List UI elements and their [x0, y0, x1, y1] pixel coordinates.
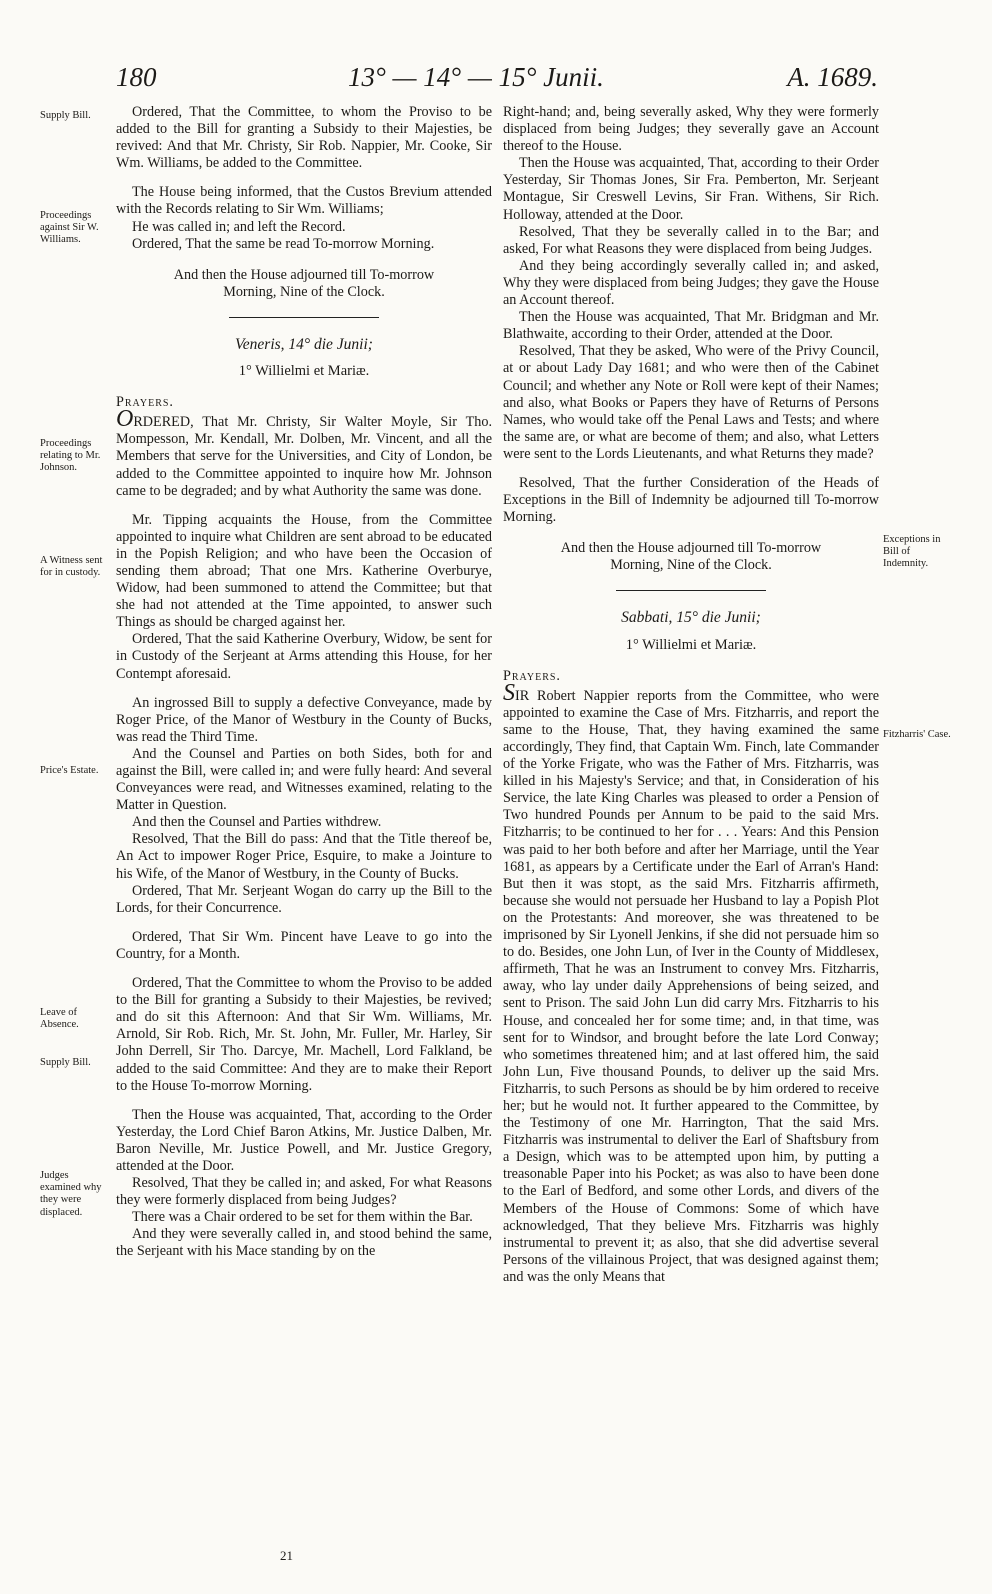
- margin-note-exceptions-indemnity: Exceptions in Bill of Indemnity.: [883, 534, 941, 570]
- paragraph: Resolved, That the further Consideration of the Heads of Exceptions in the Bill of Indemnity be adjourned till To-morrow Morning.: [503, 474, 879, 526]
- paragraph: Then the House was acquainted, That, according to their Order Yesterday, Sir Thomas Jones, Sir Fra. Pemberton, Mr. Serjeant Montague, Sir Creswell Levins, Sir Fran. Withens, Sir Rich. Holloway, attended at the Door.: [503, 155, 879, 223]
- right-column: [503, 104, 879, 1286]
- margin-note-leave-absence: Leave of Absence.: [40, 1007, 79, 1031]
- paragraph: There was a Chair ordered to be set for them within the Bar.: [132, 1209, 473, 1226]
- paragraph: Resolved, That they be asked, Who were of the Privy Council, at or about Lady Day 1681; and who were then of the Cabinet Council; and whether any Note or Roll were kept of their Names; and also, what Books or Papers they have of Returns of Persons Names, who would take off the Penal Laws and Tests; and where the same are, or what are become of them; and also, what Letters were sent to the Lords Lieutenants, and what Returns they made?: [503, 343, 879, 462]
- paragraph-text: RDERED, That Mr. Christy, Sir Walter Moyle, Sir Tho. Mompesson, Mr. Kendall, Mr. Dolben, Mr. Vincent, and all the Members that serve for the Universities, and City of London, be added to the Committee appointed to inquire how Mr. Johnson came to be degraded; and by what Authority the same was done.: [116, 414, 492, 499]
- paragraph: Then the House was acquainted, That Mr. Bridgman and Mr. Blathwaite, according to their Order, attended at the Door.: [503, 309, 879, 343]
- adjournment-note: And then the House adjourned till To-morrow Morning, Nine of the Clock.: [560, 540, 822, 574]
- paragraph-text: IR Robert Nappier reports from the Committee, who were appointed to examine the Case of Mrs. Fitzharris, and report the same to the House, That, they having examined the same accordingly, They find, that Captain Wm. Finch, late Commander of the Yorke Frigate, who was the Father of Mrs. Fitzharris, was killed in his Majesty's Service; and that, in Consideration of his Service, the late King Charles was pleased to order a Pension of Two hundred Pounds per Annum to be paid to the said Mrs. Fitzharris; to be continued to her for . . . Years: And this Pension was paid to her both before and after her Marriage, until the Year 1681, as appears by a Certificate under the Earl of Arran's Hand: But then it was stopt, as the said Mrs. Fitzharris affirmeth, because she would not persuade her Husband to lay a Popish Plot on the Protestants: And moreover, she was threatened to be imprisoned by Sir Lyonell Jenkins, if she did not persuade him so to do. Besides, one John Lun, of Iver in the County of Middlesex, affirmeth, That he was an Instrument to convey Mrs. Fitzharris, away, who lay under daily Apprehensions of being seized, and sent to Prison. The said John Lun did carry Mrs. Fitzharris to his House, and concealed her for some time; and, in that time, was sent for to Windsor, and brought before the late Lord Conway; who sometimes threatened him; and at last offered him, the said John Lun, Five thousand Pounds, to deliver up the said Mrs. Fitzharris, to such Persons as should be by him ordered to receive her; but he would not. It further appeared to the Committee, by the Testimony of one Mr. Harrington, That the said Mrs. Fitzharris was instrumental to deliver the Earl of Shaftsbury from a Design, which was to be attempted upon him, by putting a treasonable Paper into his Pocket; as was also to have been done to the Earl of Bedford, and some other Lords, and divers of the Members of the House of Commons: Some of which have acknowledged, That they believe Mrs. Fitzharris was highly instrumental to prevent it; as also, that she did advertise several Persons of the villainous Project, that was designed against them; and was the only Means that: [503, 687, 879, 1285]
- paragraph: And the Counsel and Parties on both Sides, both for and against the Bill, were called in; and were fully heard: And several Conveyances were read, and Witnesses examined, relating to the Matter in Question.: [116, 745, 492, 814]
- margin-note-proceedings-johnson: Proceedings relating to Mr. Johnson.: [40, 438, 101, 474]
- paragraph: And they were severally called in, and stood behind the same, the Serjeant with his Mace standing by on the: [116, 1226, 492, 1260]
- header-year: A. 1689.: [787, 62, 878, 92]
- margin-note-supply-bill-2: Supply Bill.: [40, 1057, 91, 1068]
- regnal-year: 1° Willielmi et Mariæ.: [625, 636, 757, 653]
- page-header: [116, 62, 878, 102]
- paragraph: Resolved, That they be severally called in to the Bar; and asked, For what Reasons they were displaced from being Judges.: [503, 223, 879, 257]
- header-dates: 13° — 14° — 15° Junii.: [348, 62, 604, 92]
- margin-note-fitzharris-case: Fitzharris' Case.: [883, 729, 951, 740]
- paragraph: And they being accordingly severally called in; and asked, Why they were displaced from being Judges; they gave the House an Account thereof.: [503, 257, 879, 309]
- drop-cap: O: [116, 406, 134, 433]
- adjournment-note: And then the House adjourned till To-morrow Morning, Nine of the Clock.: [173, 266, 435, 300]
- paragraph: Ordered, That the said Katherine Overbury, Widow, be sent for in Custody of the Serjeant at Arms attending this House, for her Contempt aforesaid.: [116, 631, 492, 682]
- page-number: 180: [116, 62, 157, 92]
- paragraph: Then the House was acquainted, That, according to the Order Yesterday, the Lord Chief Baron Atkins, Mr. Justice Dalben, Mr. Baron Neville, Mr. Justice Powell, and Mr. Justice Gregory, attended at the Door.: [116, 1106, 492, 1174]
- regnal-year: 1° Willielmi et Mariæ.: [238, 363, 370, 380]
- paragraph: [503, 679, 879, 1286]
- prayers-heading: Prayers.: [503, 667, 561, 684]
- paragraph: Resolved, That they be called in; and asked, For what Reasons they were formerly displaced from being Judges?: [116, 1175, 492, 1209]
- section-divider: [229, 317, 379, 318]
- paragraph: And then the Counsel and Parties withdrew.: [132, 814, 382, 831]
- paragraph: Ordered, That the Committee, to whom the Proviso to be added to the Bill for granting a Subsidy to their Majesties, be revived: And that Mr. Christy, Sir Rob. Nappier, Mr. Cooke, Sir Wm. Williams, be added to the Committee.: [116, 104, 492, 172]
- paragraph: The House being informed, that the Custos Brevium attended with the Records relating to Sir Wm. Williams;: [116, 184, 492, 218]
- paragraph: Ordered, That the Committee to whom the Proviso to be added to the Bill for granting a Subsidy to their Majesties, be revived; and do sit this Afternoon: And that Sir Wm. Williams, Mr. Arnold, Sir Rob. Rich, Mr. St. John, Mr. Fuller, Mr. Harley, Sir John Derrell, Sir Tho. Darcye, Mr. Machell, Lord Falkland, be added to the said Committee: And they are to make their Report to the House To-morrow Morning.: [116, 975, 492, 1094]
- left-column: [116, 104, 492, 1261]
- paragraph: Ordered, That Mr. Serjeant Wogan do carry up the Bill to the Lords, for their Concurrence.: [116, 882, 492, 916]
- margin-note-proceedings-williams: Proceedings against Sir W. Williams.: [40, 210, 99, 246]
- sitting-date: Veneris, 14° die Junii;: [235, 335, 373, 353]
- paragraph: Mr. Tipping acquaints the House, from the Committee appointed to inquire what Children are sent abroad to be educated in the Popish Religion; and who have been the Occasion of sending them abroad; That one Mrs. Katherine Overburye, Widow, had been summoned to attend the Committee; but that she had not attended at the Time appointed, to answer such Things as should be charged against her.: [116, 511, 492, 631]
- paragraph: [116, 406, 492, 499]
- margin-note-witness-custody: A Witness sent for in custody.: [40, 555, 103, 579]
- signature-mark: 21: [280, 1548, 293, 1563]
- paragraph: An ingrossed Bill to supply a defective Conveyance, made by Roger Price, of the Manor of Westbury in the County of Bucks, was read the Third Time.: [116, 694, 492, 745]
- paragraph: He was called in; and left the Record.: [132, 218, 346, 235]
- paragraph: Ordered, That Sir Wm. Pincent have Leave to go into the Country, for a Month.: [116, 928, 492, 962]
- section-divider: [616, 590, 766, 591]
- margin-note-prices-estate: Price's Estate.: [40, 765, 99, 776]
- paragraph: Resolved, That the Bill do pass: And that the Title thereof be, An Act to impower Roger Price, Esquire, to make a Jointure to his Wife, of the Manor of Westbury, in the County of Bucks.: [116, 831, 492, 882]
- sitting-date: Sabbati, 15° die Junii;: [621, 609, 761, 627]
- paragraph: Ordered, That the same be read To-morrow Morning.: [132, 235, 435, 252]
- margin-note-judges-examined: Judges examined why they were displaced.: [40, 1170, 102, 1218]
- paragraph: Right-hand; and, being severally asked, Why they were formerly displaced from being Judges; they severally gave an Account thereof to the House.: [503, 104, 879, 155]
- margin-note-supply-bill: Supply Bill.: [40, 110, 91, 121]
- prayers-heading: Prayers.: [116, 394, 174, 411]
- drop-cap: S: [503, 679, 515, 706]
